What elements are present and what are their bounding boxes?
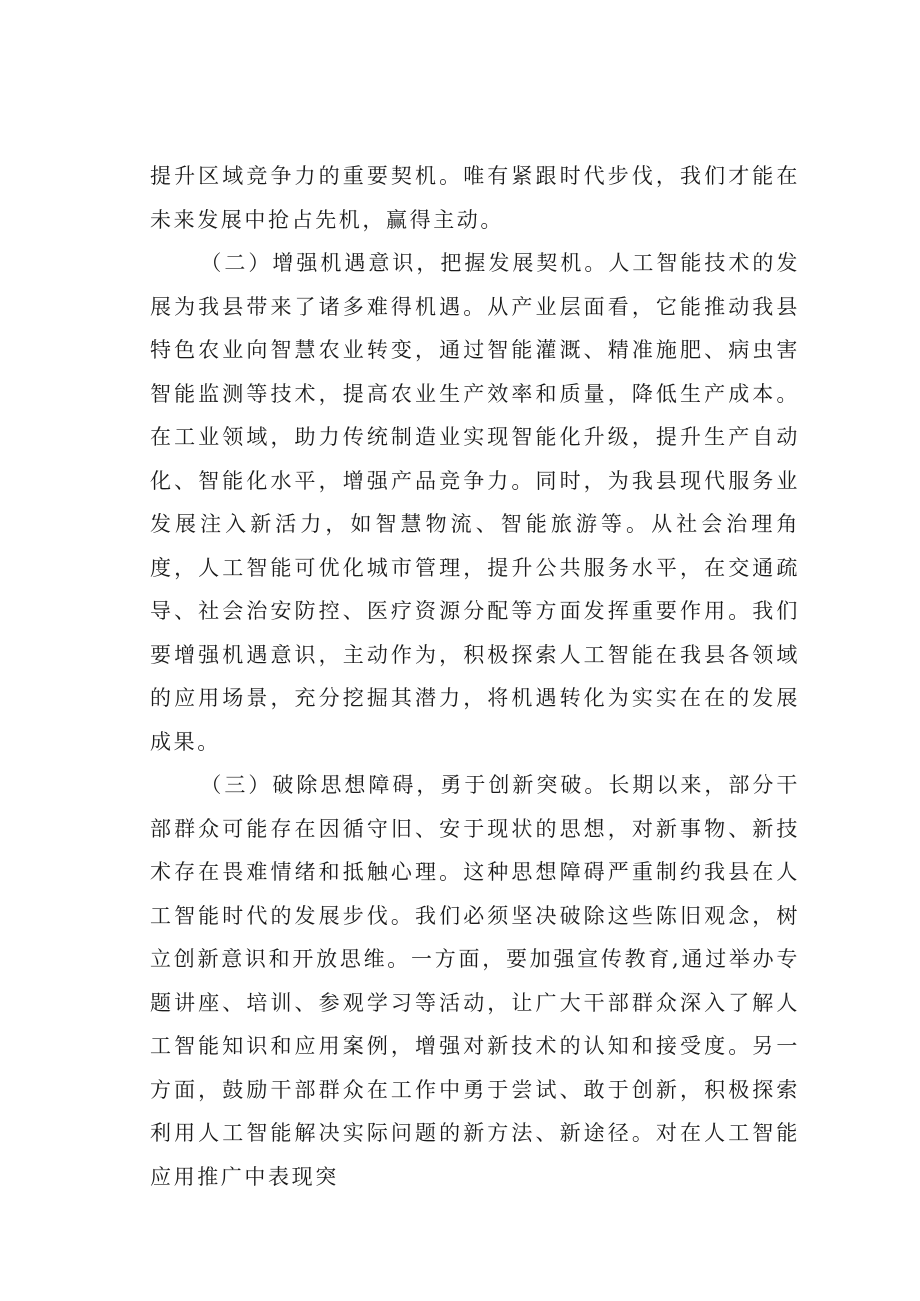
paragraph-section-two: （二）增强机遇意识，把握发展契机。人工智能技术的发展为我县带来了诸多难得机遇。从产业层面看，它能推动我县特色农业向智慧农业转变，通过智能灌溉、精准施肥、病虫害智能监测等技术，提高农业生产效率和质量，降低生产成本。在工业领域，助力传统制造业实现智能化升级，提升生产自动化、智能化水平，增强产品竞争力。同时，为我县现代服务业发展注入新活力，如智慧物流、智能旅游等。从社会治理角度，人工智能可优化城市管理，提升公共服务水平，在交通疏导、社会治安防控、医疗资源分配等方面发挥重要作用。我们要增强机遇意识，主动作为，积极探索人工智能在我县各领域的应用场景，充分挖掘其潜力，将机遇转化为实实在在的发展成果。 bbox=[150, 251, 800, 754]
paragraph-continuation: 提升区域竞争力的重要契机。唯有紧跟时代步伐，我们才能在未来发展中抢占先机，赢得主动。 bbox=[150, 164, 800, 232]
document-body bbox=[150, 155, 800, 1199]
paragraph-section-three: （三）破除思想障碍，勇于创新突破。长期以来，部分干部群众可能存在因循守旧、安于现状的思想，对新事物、新技术存在畏难情绪和抵触心理。这种思想障碍严重制约我县在人工智能时代的发展步伐。我们必须坚决破除这些陈旧观念，树立创新意识和开放思维。一方面，要加强宣传教育,通过举办专题讲座、培训、参观学习等活动，让广大干部群众深入了解人工智能知识和应用案例，增强对新技术的认知和接受度。另一方面，鼓励干部群众在工作中勇于尝试、敢于创新，积极探索利用人工智能解决实际问题的新方法、新途径。对在人工智能应用推广中表现突 bbox=[150, 773, 800, 1189]
